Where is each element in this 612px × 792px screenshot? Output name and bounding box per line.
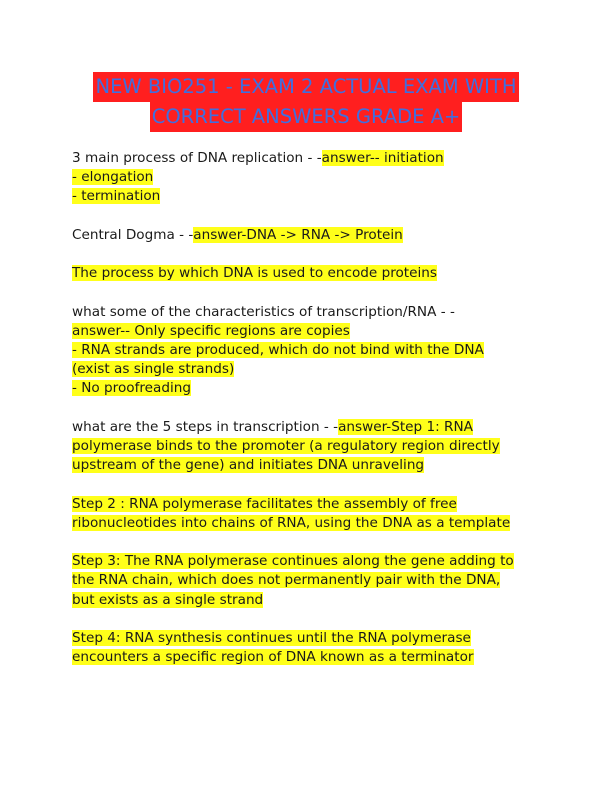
qa-line — [72, 341, 542, 360]
answer-text: - termination — [72, 188, 161, 205]
step-line — [72, 571, 542, 590]
answer-text: encounters a specific region of DNA known as a terminator — [72, 649, 474, 666]
question-text: what are the 5 steps in transcription - - — [72, 418, 339, 435]
step-line — [72, 514, 542, 533]
answer-text: answer-Step 1: RNA — [338, 418, 473, 435]
qa-line — [72, 456, 542, 475]
answer-text: - RNA strands are produced, which do not bind with the DNA — [72, 341, 484, 358]
answer-text: (exist as single strands) — [72, 361, 235, 378]
answer-text: - No proofreading — [72, 380, 192, 397]
answer-text: ribonucleotides into chains of RNA, using the DNA as a template — [72, 514, 511, 531]
answer-text: the RNA chain, which does not permanently pair with the DNA, — [72, 572, 501, 589]
answer-text: Step 2 : RNA polymerase facilitates the assembly of free — [72, 495, 457, 512]
qa-transcription-characteristics — [72, 303, 542, 399]
step-line — [72, 495, 542, 514]
qa-line — [72, 322, 542, 341]
qa-line — [72, 437, 542, 456]
qa-line — [72, 360, 542, 379]
answer-text: - elongation — [72, 169, 154, 186]
step-line — [72, 552, 542, 571]
qa-line — [72, 379, 542, 398]
question-text: Central Dogma - - — [72, 226, 194, 243]
step-line — [72, 648, 542, 667]
qa-encode-proteins — [72, 264, 542, 283]
qa-line — [72, 226, 542, 245]
answer-text: answer-- Only specific regions are copies — [72, 322, 350, 339]
answer-text: but exists as a single strand — [72, 591, 264, 608]
question-text: 3 main process of DNA replication - - — [72, 150, 322, 166]
answer-text: answer-DNA -> RNA -> Protein — [193, 226, 403, 243]
qa-line — [72, 168, 542, 187]
qa-line — [72, 418, 542, 437]
answer-text: answer-- initiation — [321, 150, 444, 166]
answer-text: polymerase binds to the promoter (a regulatory region directly — [72, 437, 500, 454]
answer-text: Step 4: RNA synthesis continues until the RNA polymerase — [72, 629, 471, 646]
step-4 — [72, 629, 542, 667]
answer-text: Step 3: The RNA polymerase continues along the gene adding to — [72, 553, 514, 570]
qa-transcription-steps — [72, 418, 542, 476]
title-line-2: CORRECT ANSWERS GRADE A+ — [150, 102, 463, 132]
document-body — [72, 149, 542, 687]
step-2 — [72, 495, 542, 533]
step-3 — [72, 552, 542, 610]
step-line — [72, 591, 542, 610]
question-text: what some of the characteristics of transcription/RNA - - — [72, 303, 455, 320]
qa-line — [72, 187, 542, 206]
qa-line — [72, 149, 542, 168]
qa-line — [72, 303, 542, 322]
step-line — [72, 629, 542, 648]
qa-central-dogma — [72, 226, 542, 245]
title-line-1: NEW BIO251 - EXAM 2 ACTUAL EXAM WITH — [93, 72, 518, 102]
answer-text: upstream of the gene) and initiates DNA unraveling — [72, 457, 425, 474]
document-title — [0, 72, 612, 132]
qa-dna-replication — [72, 149, 542, 207]
answer-text: The process by which DNA is used to encode proteins — [72, 265, 437, 282]
qa-line — [72, 264, 542, 283]
